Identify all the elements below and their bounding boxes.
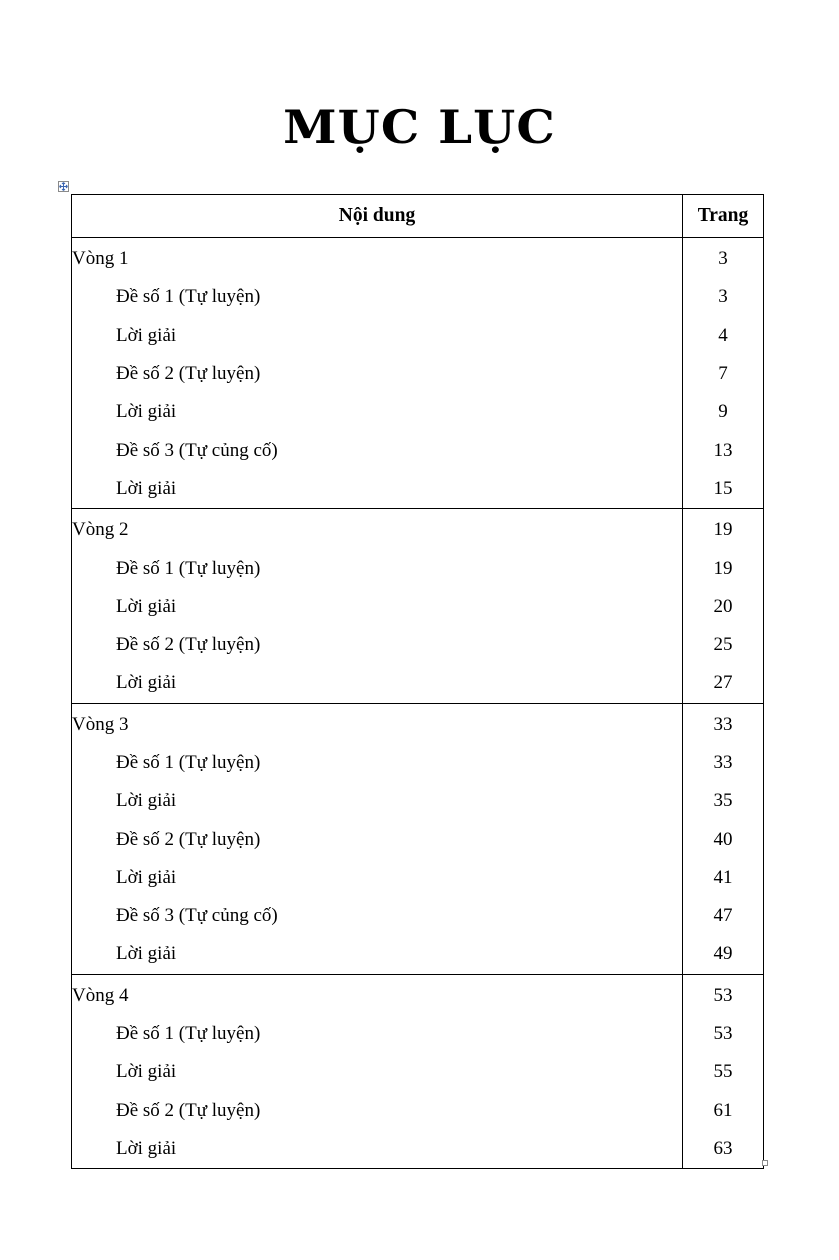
toc-item-row [72,897,764,935]
toc-item-row [72,588,764,626]
toc-item-row [72,393,764,431]
toc-group-row [72,703,764,744]
toc-group-page: 19 [683,509,764,550]
toc-item-label: Đề số 2 (Tự luyện) [72,355,683,393]
toc-group [72,509,764,703]
toc-item-page: 19 [683,549,764,587]
toc-item-page: 33 [683,744,764,782]
toc-item-label: Lời giải [72,664,683,703]
page-title: MỤC LỤC [283,100,556,154]
toc-group-row [72,974,764,1015]
toc-item-row [72,278,764,316]
toc-group-page: 3 [683,238,764,279]
toc-item-row [72,1092,764,1130]
toc-item-page: 47 [683,897,764,935]
toc-item-label: Lời giải [72,393,683,431]
toc-item-label: Đề số 1 (Tự luyện) [72,278,683,316]
toc-item-page: 3 [683,278,764,316]
toc-group-row [72,509,764,550]
toc-item-page: 40 [683,820,764,858]
toc-item-label: Đề số 1 (Tự luyện) [72,744,683,782]
toc-item-label: Lời giải [72,1053,683,1091]
toc-item-row [72,549,764,587]
header-content: Nội dung [72,195,683,238]
toc-item-label: Lời giải [72,317,683,355]
toc-group [72,974,764,1168]
toc-group-label: Vòng 4 [72,974,683,1015]
toc-item-label: Đề số 3 (Tự củng cố) [72,897,683,935]
toc-item-label: Lời giải [72,782,683,820]
toc-item-page: 63 [683,1130,764,1169]
toc-item-row [72,859,764,897]
toc-item-row [72,355,764,393]
toc-item-label: Lời giải [72,859,683,897]
toc-group [72,703,764,974]
toc-group-page: 33 [683,703,764,744]
toc-item-page: 27 [683,664,764,703]
toc-item-row [72,1130,764,1169]
toc-item-label: Đề số 2 (Tự luyện) [72,1092,683,1130]
toc-item-page: 9 [683,393,764,431]
toc-item-page: 49 [683,935,764,974]
toc-item-page: 35 [683,782,764,820]
move-arrows-icon [59,182,68,191]
toc-item-row [72,820,764,858]
toc-item-row [72,782,764,820]
toc-item-label: Đề số 1 (Tự luyện) [72,549,683,587]
toc-group-label: Vòng 3 [72,703,683,744]
toc-group-label: Vòng 2 [72,509,683,550]
toc-item-row [72,664,764,703]
toc-item-page: 55 [683,1053,764,1091]
toc-item-row [72,317,764,355]
toc-item-label: Đề số 2 (Tự luyện) [72,820,683,858]
toc-group-page: 53 [683,974,764,1015]
toc-item-page: 61 [683,1092,764,1130]
toc-item-row [72,1053,764,1091]
toc-item-page: 15 [683,470,764,509]
table-move-handle[interactable] [58,181,69,192]
toc-item-label: Đề số 1 (Tự luyện) [72,1015,683,1053]
toc-table [71,194,764,1169]
toc-item-label: Lời giải [72,470,683,509]
toc-item-label: Lời giải [72,588,683,626]
toc-item-label: Đề số 3 (Tự củng cố) [72,431,683,469]
toc-item-page: 25 [683,626,764,664]
toc-group-row [72,238,764,279]
toc-item-page: 7 [683,355,764,393]
toc-item-page: 20 [683,588,764,626]
toc-item-row [72,626,764,664]
toc-item-page: 41 [683,859,764,897]
toc-item-page: 53 [683,1015,764,1053]
toc-item-row [72,744,764,782]
header-page: Trang [683,195,764,238]
toc-item-row [72,935,764,974]
toc-group [72,238,764,509]
toc-item-page: 13 [683,431,764,469]
toc-item-row [72,1015,764,1053]
toc-item-label: Lời giải [72,935,683,974]
table-resize-handle[interactable] [762,1160,768,1166]
toc-group-label: Vòng 1 [72,238,683,279]
toc-item-label: Đề số 2 (Tự luyện) [72,626,683,664]
toc-item-row [72,470,764,509]
toc-item-page: 4 [683,317,764,355]
toc-item-row [72,431,764,469]
toc-item-label: Lời giải [72,1130,683,1169]
